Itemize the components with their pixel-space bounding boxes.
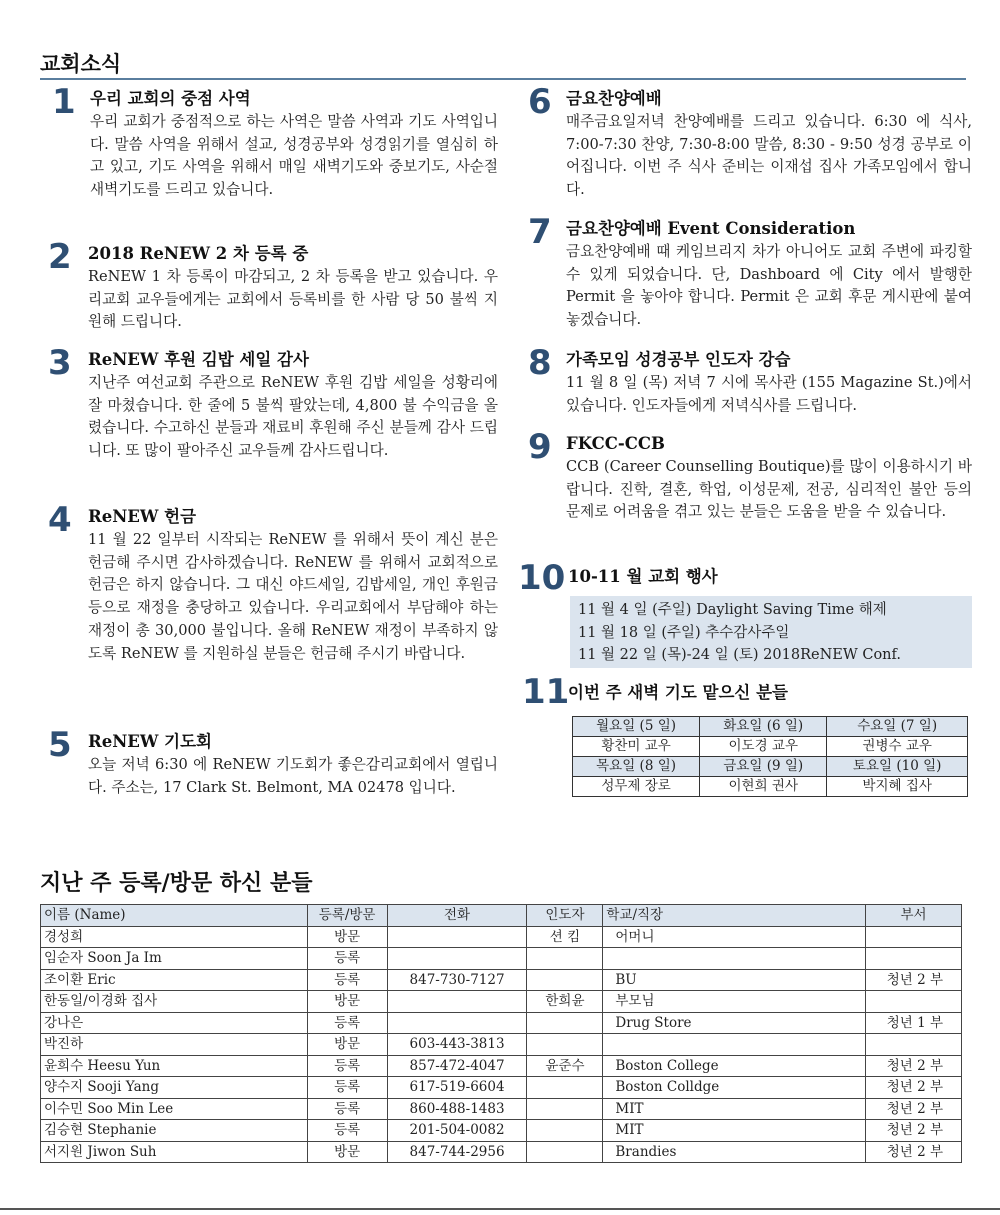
item-body: ReNEW 1 차 등록이 마감되고, 2 차 등록을 받고 있습니다. 우리교회 교우들에게는 교회에서 등록비를 한 사람 당 50 불씩 지원해 드립니다. [88, 268, 498, 331]
item-body: 11 월 22 일부터 시작되는 ReNEW 를 위해서 뜻이 계신 분은 헌금해 주시면 감사하겠습니다. ReNEW 를 위해서 교회적으로 헌금은 하지 않습니다. 그 대신 야드세일, 김밥세일, 개인 후원금 등으로 재정을 충당하고 있습니다. 우리교회에서 부담해야 하는 재정이 총 30,000 불입니다. 올해 ReNEW 재정이 부족하지 않도록 ReNEW 를 지원하실 분들은 헌금해 주시기 바랍니다. [88, 531, 498, 662]
table-cell: 화요일 (6 일) [700, 717, 827, 737]
header-cell: 등록/방문 [307, 905, 387, 927]
table-cell: 이현희 권사 [700, 777, 827, 797]
news-item-2 [48, 237, 500, 343]
item-body: 금요찬양예배 때 케임브리지 차가 아니어도 교회 주변에 파킹할 수 있게 되었습니다. 단, Dashboard 에 City 에서 발행한 Permit 을 놓아야 합니다. Permit 은 교회 후문 게시판에 붙여 놓겠습니다. [566, 243, 972, 329]
news-item-4 [48, 500, 500, 721]
table-cell [527, 948, 603, 970]
table-row [41, 1012, 962, 1034]
table-cell: 한동일/이경화 집사 [41, 991, 308, 1013]
table-cell [866, 991, 962, 1013]
item-body: 오늘 저녁 6:30 에 ReNEW 기도회가 좋은감리교회에서 열립니다. 주소는, 17 Clark St. Belmont, MA 02478 입니다. [88, 756, 498, 796]
news-item-3 [48, 343, 500, 499]
table-cell: 성무제 장로 [573, 777, 700, 797]
table-cell: 등록 [307, 1012, 387, 1034]
table-row [41, 948, 962, 970]
table-cell: MIT [603, 1098, 866, 1120]
table-cell [527, 969, 603, 991]
item-number: 2 [48, 237, 72, 277]
table-cell [527, 1141, 603, 1163]
header-cell: 학교/직장 [603, 905, 866, 927]
table-cell: 김승현 Stephanie [41, 1120, 308, 1142]
table-cell: 한희윤 [527, 991, 603, 1013]
news-item-9 [528, 427, 974, 553]
table-cell: 션 킴 [527, 926, 603, 948]
table-cell: 방문 [307, 926, 387, 948]
table-cell: 847-730-7127 [387, 969, 527, 991]
table-cell [527, 1120, 603, 1142]
table-cell: 청년 2 부 [866, 969, 962, 991]
table-row [41, 1098, 962, 1120]
news-item-10 [518, 558, 974, 598]
table-cell: 경성희 [41, 926, 308, 948]
table-cell: 부모님 [603, 991, 866, 1013]
item-title: 이번 주 새벽 기도 맡으신 분들 [568, 683, 788, 702]
table-cell: 윤준수 [527, 1055, 603, 1077]
table-cell: 황찬미 교우 [573, 737, 700, 757]
table-row [41, 991, 962, 1013]
table-cell: 등록 [307, 1077, 387, 1099]
table-header-row [41, 905, 962, 927]
table-cell [387, 948, 527, 970]
section-title: 교회소식 [40, 52, 122, 76]
table-cell: Boston College [603, 1055, 866, 1077]
table-row [41, 1055, 962, 1077]
item-title: 금요찬양예배 [566, 89, 662, 108]
table-cell [387, 1012, 527, 1034]
header-cell: 인도자 [527, 905, 603, 927]
item-title: ReNEW 기도회 [88, 732, 212, 751]
table-cell [527, 1012, 603, 1034]
table-cell: 목요일 (8 일) [573, 757, 700, 777]
table-cell [527, 1098, 603, 1120]
table-cell: Brandies [603, 1141, 866, 1163]
bottom-divider [0, 1208, 1000, 1210]
table-cell: 방문 [307, 1034, 387, 1056]
news-item-11 [522, 672, 974, 712]
table-cell [603, 1034, 866, 1056]
item-title: ReNEW 후원 김밥 세일 감사 [88, 350, 309, 369]
item-title: 가족모임 성경공부 인도자 강습 [566, 350, 791, 369]
item-body: 지난주 여선교회 주관으로 ReNEW 후원 김밥 세일을 성황리에 잘 마쳤습니다. 한 줄에 5 불씩 팔았는데, 4,800 불 수익금을 올렸습니다. 수고하신 분들과 재료비 후원해 주신 분들께 감사 드립니다. 또 많이 팔아주신 교우들께 감사드립니다. [88, 374, 498, 460]
item-number: 8 [528, 343, 552, 383]
table-cell: 청년 2 부 [866, 1120, 962, 1142]
table-cell: 양수지 Sooji Yang [41, 1077, 308, 1099]
table-row [41, 1120, 962, 1142]
item-title: FKCC-CCB [566, 434, 665, 453]
table-cell: 월요일 (5 일) [573, 717, 700, 737]
table-cell: 박지혜 집사 [827, 777, 968, 797]
item-number: 4 [48, 500, 72, 540]
table-cell: 603-443-3813 [387, 1034, 527, 1056]
table-cell: 등록 [307, 948, 387, 970]
table-cell: 토요일 (10 일) [827, 757, 968, 777]
table-cell: 847-744-2956 [387, 1141, 527, 1163]
item-title: 2018 ReNEW 2 차 등록 중 [88, 244, 309, 263]
table-cell: 청년 2 부 [866, 1055, 962, 1077]
table-cell: 등록 [307, 1098, 387, 1120]
table-cell: 청년 2 부 [866, 1098, 962, 1120]
table-row [41, 926, 962, 948]
table-cell: 등록 [307, 1120, 387, 1142]
table-cell: Boston Colldge [603, 1077, 866, 1099]
table-cell: 금요일 (9 일) [700, 757, 827, 777]
table-cell: 857-472-4047 [387, 1055, 527, 1077]
news-item-8 [528, 343, 974, 424]
item-title: ReNEW 헌금 [88, 507, 197, 526]
item-number: 9 [528, 427, 552, 467]
table-row [573, 737, 968, 757]
news-item-5 [48, 725, 500, 831]
table-cell [866, 948, 962, 970]
table-cell [603, 948, 866, 970]
table-cell [527, 1077, 603, 1099]
item-number: 7 [528, 212, 552, 252]
item-number: 6 [528, 82, 552, 122]
table-cell [387, 991, 527, 1013]
table-row [573, 717, 968, 737]
table-cell: 권병수 교우 [827, 737, 968, 757]
prayer-schedule-table [572, 716, 968, 797]
section-divider [40, 78, 966, 80]
table-cell: 청년 1 부 [866, 1012, 962, 1034]
item-body: 우리 교회가 중점적으로 하는 사역은 말씀 사역과 기도 사역입니다. 말씀 사역을 위해서 설교, 성경공부와 성경읽기를 열심히 하고 있고, 기도 사역을 위해서 매일 새벽기도와 중보기도, 사순절 새벽기도를 드리고 있습니다. [90, 113, 498, 199]
item-body: 11 월 8 일 (목) 저녁 7 시에 목사관 (155 Magazine St.)에서 있습니다. 인도자들에게 저녁식사를 드립니다. [566, 374, 972, 414]
table-row [41, 969, 962, 991]
table-cell: 방문 [307, 1141, 387, 1163]
table-cell: 서지원 Jiwon Suh [41, 1141, 308, 1163]
table-cell: 수요일 (7 일) [827, 717, 968, 737]
item-number: 1 [52, 82, 76, 122]
table-cell [387, 926, 527, 948]
visitors-table [40, 904, 962, 1163]
news-item-6 [528, 82, 974, 208]
table-cell: 860-488-1483 [387, 1098, 527, 1120]
table-row [41, 1141, 962, 1163]
item-number: 10 [518, 558, 566, 598]
table-cell [866, 926, 962, 948]
event-line: 11 월 4 일 (주일) Daylight Saving Time 해제 [578, 602, 887, 618]
event-line: 11 월 18 일 (주일) 추수감사주일 [578, 624, 790, 641]
table-cell [866, 1034, 962, 1056]
table-cell: 윤희수 Heesu Yun [41, 1055, 308, 1077]
table-cell: 이수민 Soo Min Lee [41, 1098, 308, 1120]
item-number: 5 [48, 725, 72, 765]
header-cell: 전화 [387, 905, 527, 927]
item-number: 3 [48, 343, 72, 383]
table-cell: 어머니 [603, 926, 866, 948]
table-cell: 청년 2 부 [866, 1141, 962, 1163]
item-body: 매주금요일저녁 찬양예배를 드리고 있습니다. 6:30 에 식사, 7:00-7:30 찬양, 7:30-8:00 말씀, 8:30 - 9:50 성경 공부로 이어집니다. 이번 주 식사 준비는 이재섭 집사 가족모임에서 합니다. [566, 113, 972, 199]
table-cell: 청년 2 부 [866, 1077, 962, 1099]
header-cell: 이름 (Name) [41, 905, 308, 927]
item-title: 금요찬양예배 Event Consideration [566, 219, 856, 238]
table-cell: 617-519-6604 [387, 1077, 527, 1099]
event-line: 11 월 22 일 (목)-24 일 (토) 2018ReNEW Conf. [578, 647, 901, 663]
table-row [573, 777, 968, 797]
item-body: CCB (Career Counselling Boutique)를 많이 이용하시기 바랍니다. 진학, 결혼, 학업, 이성문제, 전공, 심리적인 불안 등의 문제로 어려움을 겪고 있는 분들은 도움을 받을 수 있습니다. [566, 458, 972, 521]
table-cell: 이도경 교우 [700, 737, 827, 757]
table-cell: 강나은 [41, 1012, 308, 1034]
table-cell: 방문 [307, 991, 387, 1013]
table-cell: 등록 [307, 969, 387, 991]
table-row [573, 757, 968, 777]
news-item-7 [528, 212, 974, 338]
visitors-title: 지난 주 등록/방문 하신 분들 [40, 870, 313, 896]
table-cell: Drug Store [603, 1012, 866, 1034]
table-cell: BU [603, 969, 866, 991]
visitors-table-body [41, 905, 962, 1163]
table-row [41, 1034, 962, 1056]
table-cell: 조이환 Eric [41, 969, 308, 991]
table-cell: 등록 [307, 1055, 387, 1077]
table-row [41, 1077, 962, 1099]
header-cell: 부서 [866, 905, 962, 927]
events-box [570, 596, 972, 668]
table-cell: 박진하 [41, 1034, 308, 1056]
table-cell: 임순자 Soon Ja Im [41, 948, 308, 970]
item-title: 10-11 월 교회 행사 [568, 567, 718, 586]
news-item-1 [48, 82, 500, 228]
table-cell: MIT [603, 1120, 866, 1142]
item-title: 우리 교회의 중점 사역 [90, 89, 251, 108]
item-number: 11 [522, 672, 570, 712]
table-cell: 201-504-0082 [387, 1120, 527, 1142]
table-cell [527, 1034, 603, 1056]
